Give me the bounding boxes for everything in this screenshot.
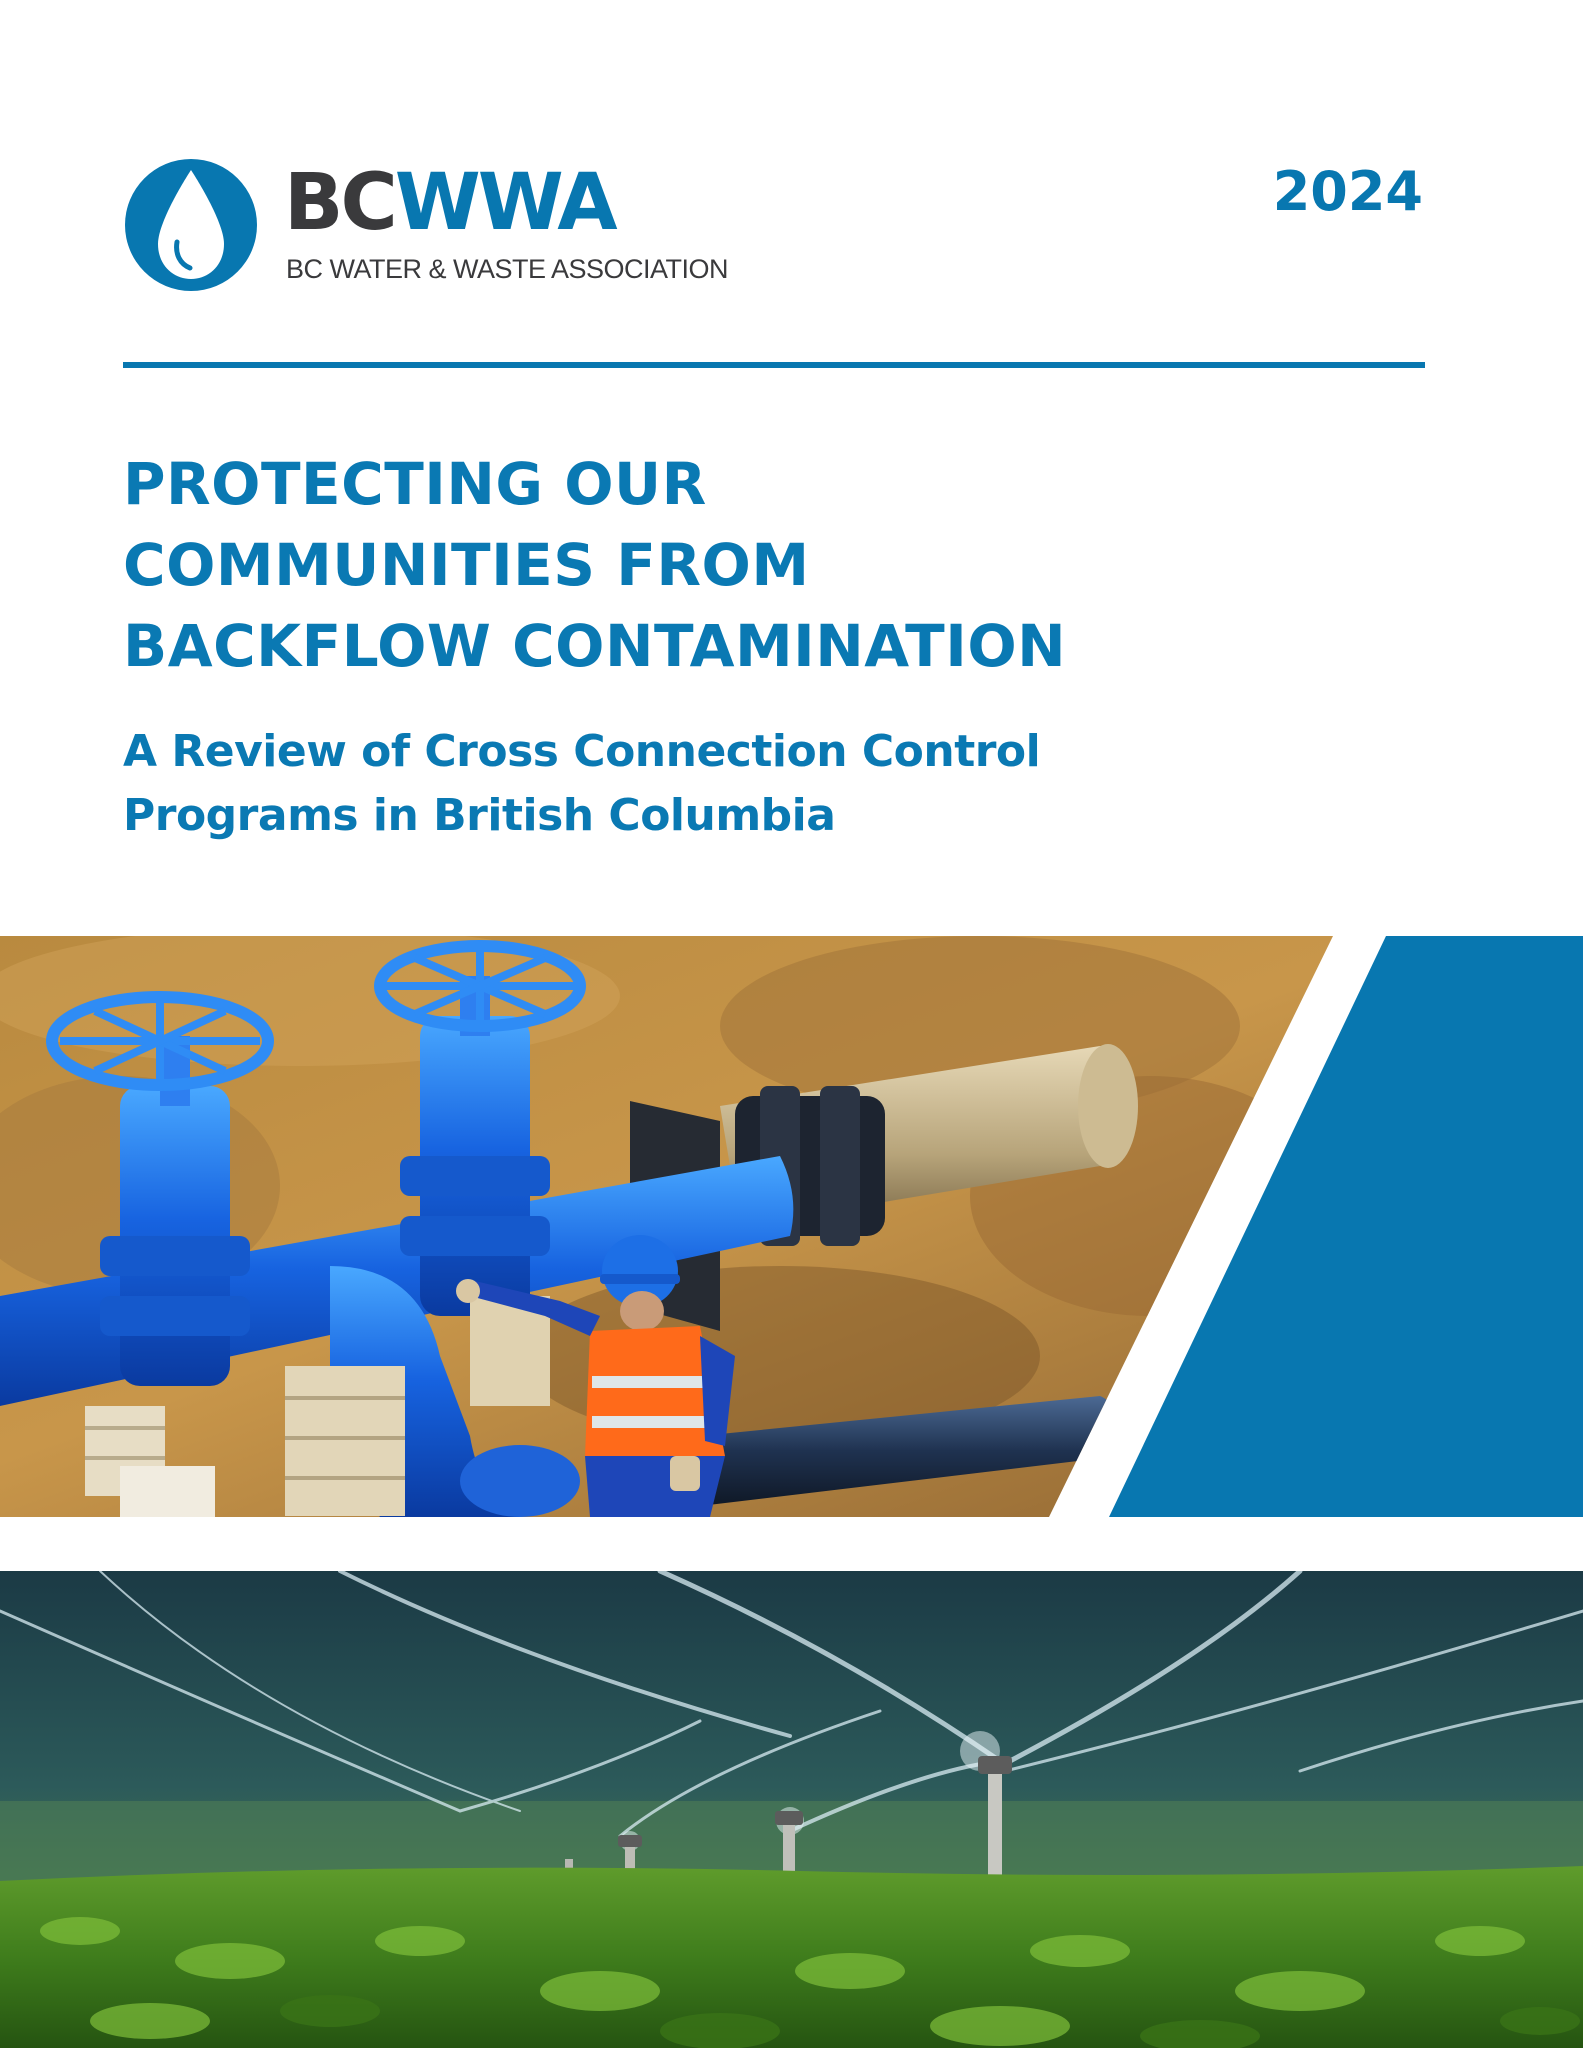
water-drop-icon [124,158,258,292]
report-title-line-3: BACKFLOW CONTAMINATION [123,612,1067,680]
bcwwa-logo [124,155,729,295]
logo-wordmark-wwa: WWA [394,158,615,248]
sprinkler-photo-band [0,1571,1583,2048]
logo-wordmark [284,155,615,251]
report-subtitle-line-2: Programs in British Columbia [123,790,836,841]
report-title-line-1: PROTECTING OUR [123,450,707,518]
pipeline-photo [0,936,1583,1517]
header-divider [123,362,1425,368]
report-title-line-2: COMMUNITIES FROM [123,531,810,599]
report-subtitle [123,720,1273,848]
report-subtitle-line-1: A Review of Cross Connection Control [123,726,1041,777]
sprinkler-photo [0,1571,1583,2048]
pipeline-photo-band [0,936,1583,1517]
logo-wordmark-bc: BC [284,158,395,248]
logo-tagline: BC WATER & WASTE ASSOCIATION [286,254,729,284]
report-year: 2024 [1272,160,1423,223]
report-title [123,444,1273,687]
